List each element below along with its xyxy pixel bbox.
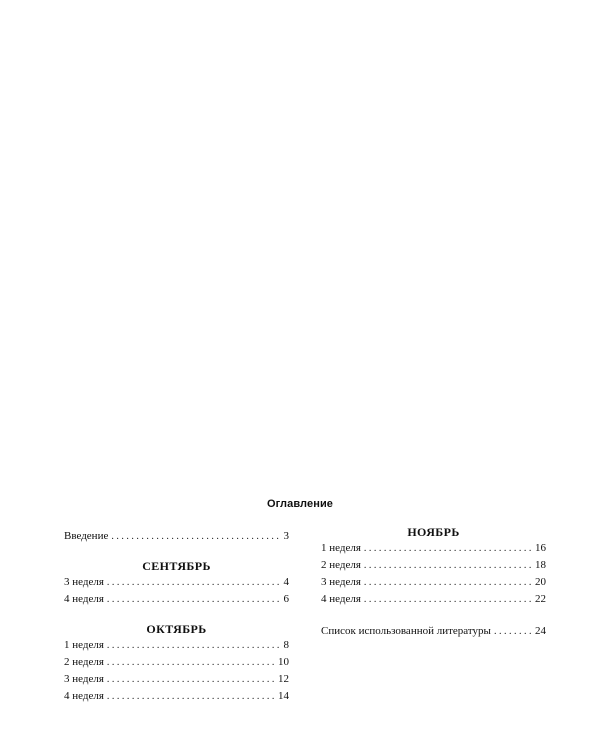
toc-right-column (321, 524, 546, 640)
toc-entry-label: 2 неделя (64, 656, 104, 668)
toc-entry-page: 14 (278, 690, 289, 702)
toc-entry-label: 4 неделя (64, 593, 104, 605)
dot-leader (494, 624, 532, 640)
month-heading-november: НОЯБРЬ (407, 525, 460, 539)
dot-leader (107, 575, 281, 591)
dot-leader (107, 592, 281, 608)
dot-leader (107, 689, 275, 705)
toc-entry-label: Список использованной литературы (321, 625, 491, 637)
toc-entry-intro (64, 528, 289, 545)
toc-entry-page: 18 (535, 559, 546, 571)
toc-entry (64, 574, 289, 591)
dot-leader (364, 592, 532, 608)
toc-entry-label: 3 неделя (64, 576, 104, 588)
toc-entry-page: 6 (283, 593, 289, 605)
toc-entry-label: 4 неделя (64, 690, 104, 702)
dot-leader (107, 638, 281, 654)
toc-entry (64, 671, 289, 688)
dot-leader (364, 575, 532, 591)
toc-entry (321, 557, 546, 574)
toc-entry-page: 10 (278, 656, 289, 668)
toc-entry (321, 591, 546, 608)
dot-leader (107, 655, 275, 671)
dot-leader (364, 558, 532, 574)
toc-entry (64, 637, 289, 654)
dot-leader (111, 529, 280, 545)
dot-leader (107, 672, 275, 688)
month-heading-september: СЕНТЯБРЬ (142, 559, 211, 573)
toc-entry-page: 20 (535, 576, 546, 588)
toc-entry-page: 8 (283, 639, 289, 651)
toc-entry-label: 1 неделя (321, 542, 361, 554)
toc-entry-label: 3 неделя (64, 673, 104, 685)
toc-entry-page: 16 (535, 542, 546, 554)
toc-entry-page: 3 (283, 530, 289, 542)
toc-entry-label: 3 неделя (321, 576, 361, 588)
toc-entry-label: 4 неделя (321, 593, 361, 605)
toc-entry-label: 1 неделя (64, 639, 104, 651)
toc-entry (321, 540, 546, 557)
toc-entry (64, 654, 289, 671)
toc-entry (64, 591, 289, 608)
toc-entry-bibliography (321, 623, 546, 640)
toc-left-column (64, 528, 289, 705)
toc-entry-page: 12 (278, 673, 289, 685)
month-heading-october: ОКТЯБРЬ (146, 622, 207, 636)
toc-entry-page: 22 (535, 593, 546, 605)
dot-leader (364, 541, 532, 557)
toc-entry (64, 688, 289, 705)
toc-title: Оглавление (266, 498, 334, 510)
toc-entry-label: 2 неделя (321, 559, 361, 571)
toc-entry-page: 4 (283, 576, 289, 588)
toc-entry (321, 574, 546, 591)
toc-entry-label: Введение (64, 530, 109, 542)
toc-entry-page: 24 (535, 625, 546, 637)
